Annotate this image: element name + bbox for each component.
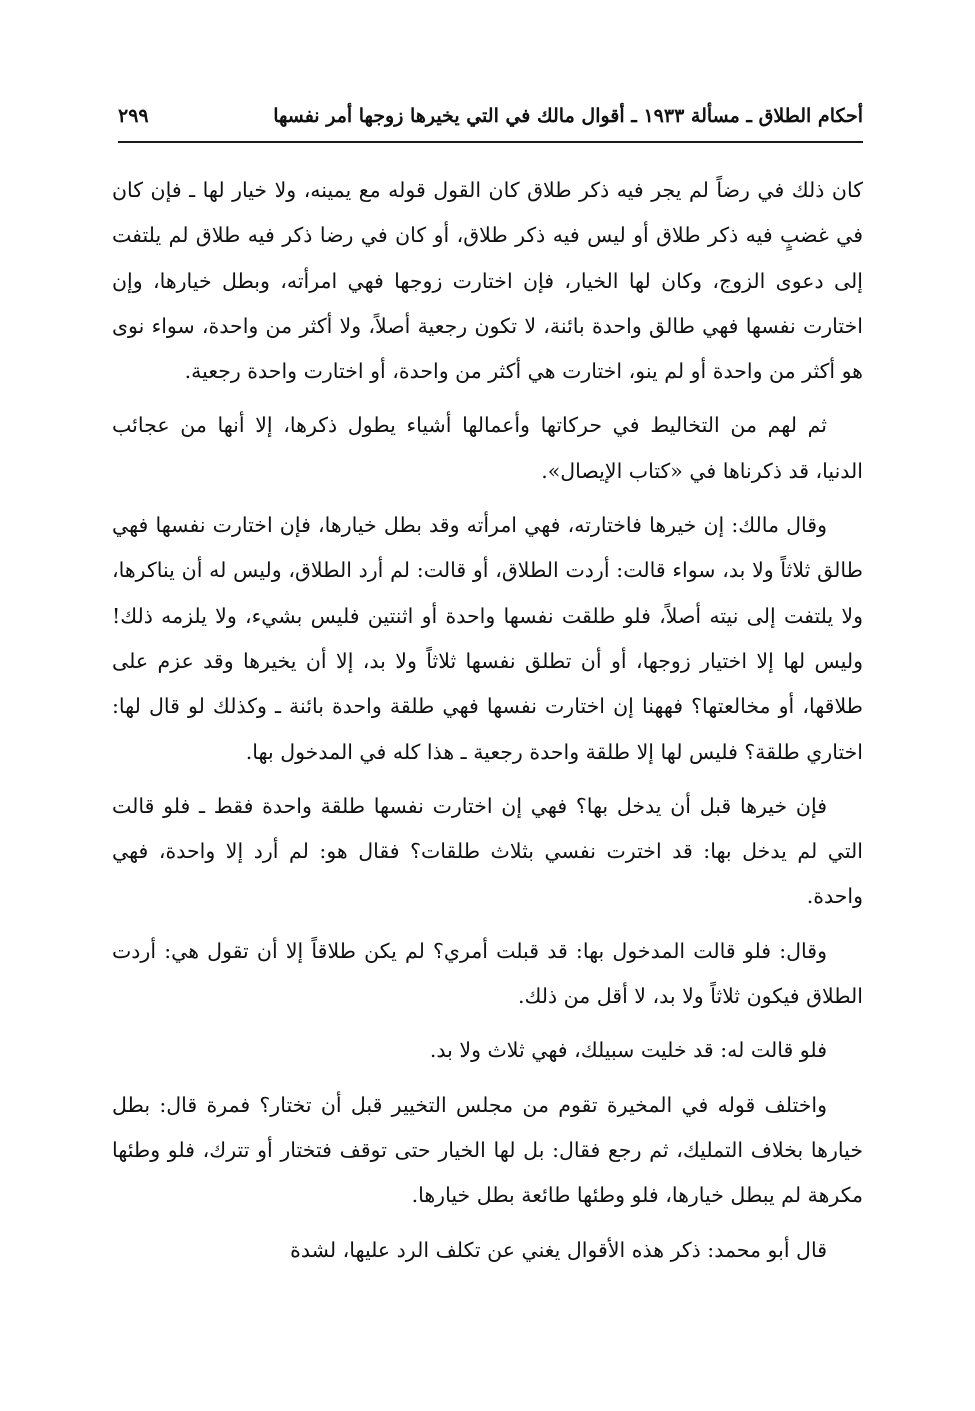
paragraph-1: كان ذلك في رضاً لم يجر فيه ذكر طلاق كان القول قوله مع يمينه، ولا خيار لها ـ فإن كان في غضبٍ فيه ذكر طلاق أو ليس فيه ذكر طلاق، أو كان في رضا ذكر فيه طلاق لم يلتفت إلى دعوى الزوج، وكان لها الخيار، فإن اختارت زوجها فهي امرأته، وبطل خيارها، وإن اختارت نفسها فهي طالق واحدة بائنة، لا تكون رجعية أصلاً، ولا أكثر من واحدة، سواء نوى هو أكثر من واحدة أو لم ينو، اختارت هي أكثر من واحدة، أو اختارت واحدة رجعية. bbox=[112, 178, 863, 384]
header-title: أحكام الطلاق ـ مسألة ١٩٣٣ ـ أقوال مالك في التي يخيرها زوجها أمر نفسها bbox=[273, 105, 863, 127]
paragraph-6: فلو قالت له: قد خليت سبيلك، فهي ثلاث ولا بد. bbox=[429, 1038, 827, 1063]
paragraph-5: وقال: فلو قالت المدخول بها: قد قبلت أمري؟ لم يكن طلاقاً إلا أن تقول هي: أردت الطلاق فيكون ثلاثاً ولا بد، لا أقل من ذلك. bbox=[112, 938, 863, 1009]
paragraph-2: ثم لهم من التخاليط في حركاتها وأعمالها أشياء يطول ذكرها، إلا أنها من عجائب الدنيا، قد ذكرناها في «كتاب الإيصال». bbox=[112, 413, 863, 483]
page-number: ٢٩٩ bbox=[118, 105, 149, 127]
paragraph-8: قال أبو محمد: ذكر هذه الأقوال يغني عن تكلف الرد عليها، لشدة bbox=[290, 1237, 827, 1262]
running-header bbox=[118, 96, 863, 136]
paragraph-3: وقال مالك: إن خيرها فاختارته، فهي امرأته وقد بطل خيارها، فإن اختارت نفسها فهي طالق ثلاثاً ولا بد، سواء قالت: أردت الطلاق، أو قالت: لم أرد الطلاق، وليس له أن يناكرها، ولا يلتفت إلى نيته أصلاً، فلو طلقت نفسها واحدة أو اثنتين فليس بشيء، ولا يلزمه ذلك! وليس لها إلا اختيار زوجها، أو أن تطلق نفسها ثلاثاً ولا بد، إلا أن يخيرها وقد عزم على طلاقها، أو مخالعتها؟ فههنا إن اختارت نفسها فهي طلقة واحدة بائنة ـ وكذلك لو قال لها: اختاري طلقة؟ فليس لها إلا طلقة واحدة رجعية ـ هذا كله في المدخول بها. bbox=[112, 513, 863, 764]
paragraph-7: واختلف قوله في المخيرة تقوم من مجلس التخيير قبل أن تختار؟ فمرة قال: بطل خيارها بخلاف التمليك، ثم رجع فقال: بل لها الخيار حتى توقف فتختار أو تترك، فلو وطئها مكرهة لم يبطل خيارها، فلو وطئها طائعة بطل خيارها. bbox=[112, 1092, 863, 1208]
header-rule bbox=[118, 141, 863, 143]
body-text bbox=[112, 168, 863, 1282]
paragraph-4: فإن خيرها قبل أن يدخل بها؟ فهي إن اختارت نفسها طلقة واحدة فقط ـ فلو قالت التي لم يدخل بها: قد اخترت نفسي بثلاث طلقات؟ فقال هو: لم أرد إلا واحدة، فهي واحدة. bbox=[112, 793, 863, 909]
